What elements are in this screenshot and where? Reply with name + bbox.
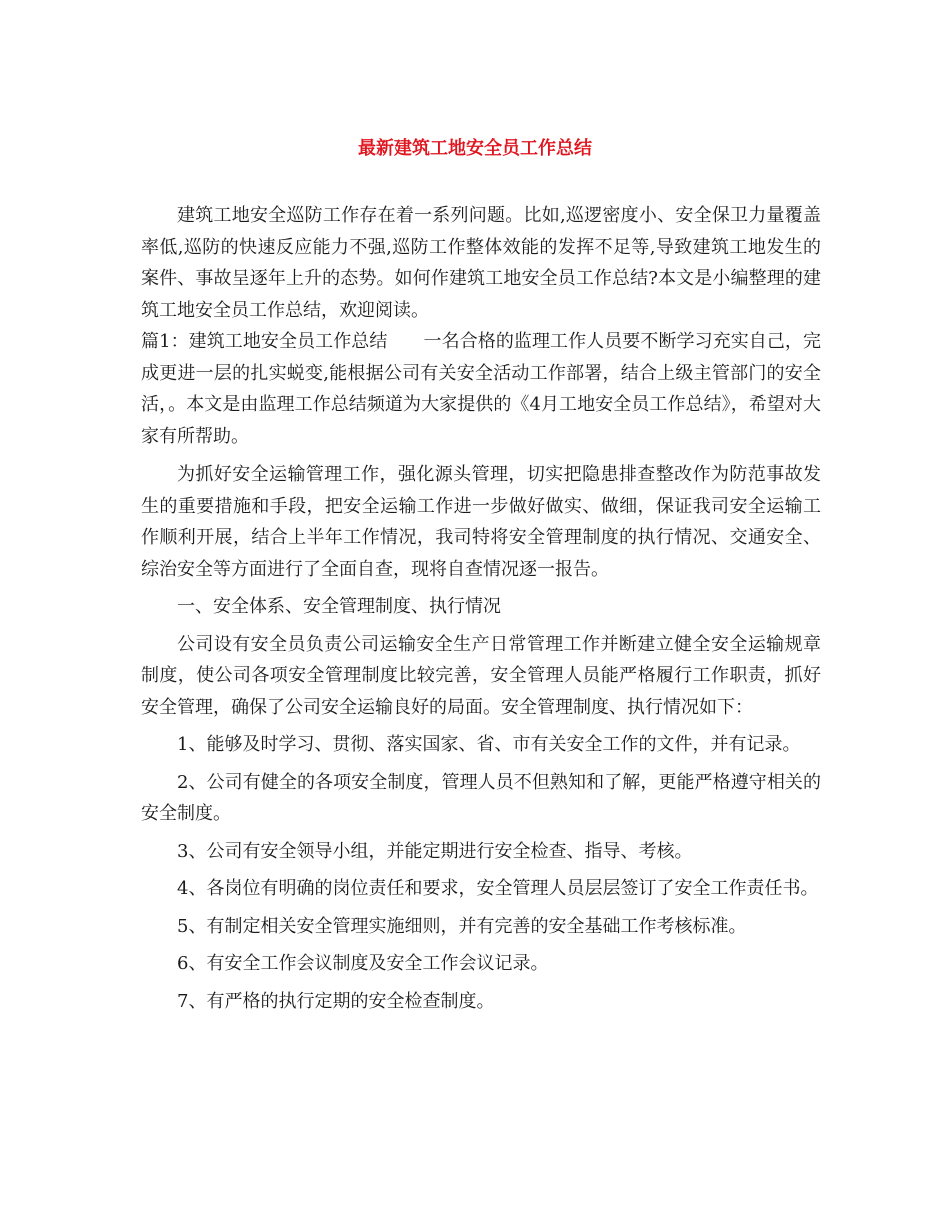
document-body (141, 200, 821, 1017)
section-heading: 一、安全体系、安全管理制度、执行情况 (177, 596, 501, 617)
paragraph-intro: 建筑工地安全巡防工作存在着一系列问题。比如,巡逻密度小、安全保卫力量覆盖率低,巡防的快速反应能力不强,巡防工作整体效能的发挥不足等,导致建筑工地发生的案件、事故呈逐年上升的态势。如何作建筑工地安全员工作总结?本文是小编整理的建筑工地安全员工作总结，欢迎阅读。 (141, 205, 821, 321)
list-item-5: 5、有制定相关安全管理实施细则，并有完善的安全基础工作考核标准。 (177, 915, 747, 937)
paragraph-chapter-1: 篇1：建筑工地安全员工作总结 一名合格的监理工作人员要不断学习充实自己，完成更进一层的扎实蜕变,能根据公司有关安全活动工作部署，结合上级主管部门的安全活，。本文是由监理工作总结频道为大家提供的《4月工地安全员工作总结》，希望对大家有所帮助。 (141, 331, 821, 447)
list-item-4: 4、各岗位有明确的岗位责任和要求，安全管理人员层层签订了安全工作责任书。 (177, 878, 819, 899)
list-item-3: 3、公司有安全领导小组，并能定期进行安全检查、指导、考核。 (177, 840, 693, 862)
list-item-2: 2、公司有健全的各项安全制度，管理人员不但熟知和了解，更能严格遵守相关的安全制度。 (141, 771, 821, 824)
list-item-1: 1、能够及时学习、贯彻、落实国家、省、市有关安全工作的文件，并有记录。 (177, 734, 801, 755)
paragraph-self-check: 为抓好安全运输管理工作，强化源头管理，切实把隐患排查整改作为防范事故发生的重要措施和手段，把安全运输工作进一步做好做实、做细，保证我司安全运输工作顺利开展，结合上半年工作情况，我司特将安全管理制度的执行情况、交通安全、综治安全等方面进行了全面自查，现将自查情况逐一报告。 (141, 464, 821, 580)
paragraph-company-safety: 公司设有安全员负责公司运输安全生产日常管理工作并断建立健全安全运输规章制度，使公司各项安全管理制度比较完善，安全管理人员能严格履行工作职责，抓好安全管理，确保了公司安全运输良好的局面。安全管理制度、执行情况如下： (141, 633, 821, 718)
list-item-7: 7、有严格的执行定期的安全检查制度。 (177, 990, 495, 1012)
document-title: 最新建筑工地安全员工作总结 (358, 138, 592, 159)
list-item-6: 6、有安全工作会议制度及安全工作会议记录。 (177, 953, 549, 974)
